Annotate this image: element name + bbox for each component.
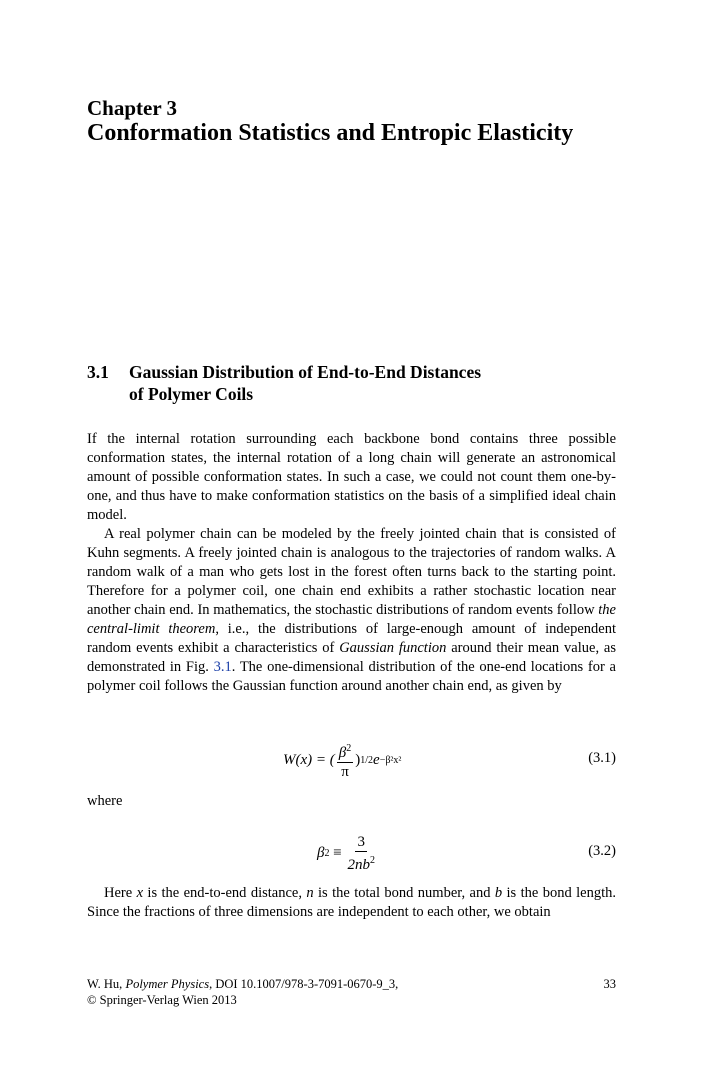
section-number: 3.1 — [87, 362, 109, 382]
equivalence-symbol: ≡ — [329, 844, 346, 861]
paragraph-3-text: Here — [104, 885, 137, 901]
citation-line — [87, 976, 616, 992]
paragraph-3-text: is the end-to-end distance, — [143, 885, 307, 901]
variable-b: b — [494, 885, 503, 901]
author: W. Hu, — [87, 977, 126, 991]
paragraph-2-text: , i.e., the distributions of large-enough amount of independent random events exhibit a characteristics of — [87, 621, 616, 656]
doi: , DOI 10.1007/978-3-7091-0670-9_3, — [209, 977, 399, 991]
fraction-numerator — [337, 740, 353, 763]
paragraph-3-text: is the bond length. Since the fractions of three dimensions are independent to each other, we obtain — [87, 885, 616, 920]
paragraph-2-text: around their mean value, as demonstrated in Fig. — [87, 640, 617, 675]
variable-x: x — [136, 885, 144, 901]
equation-3-2 — [87, 828, 616, 878]
equation-number: (3.1) — [588, 750, 616, 766]
equation-3-1 — [87, 735, 616, 785]
fraction-denominator — [347, 852, 375, 874]
central-limit-theorem-term: the central-limit theorem — [87, 602, 616, 637]
paragraph-1: If the internal rotation surrounding each backbone bond contains three possible conformation states, the internal rotation of a long chain will generate an astronomical amount of possible conformation states. In such a case, we could not count them one-by-one, and thus have to make conformation statistics on the basis of a simplified ideal chain model. — [87, 431, 616, 523]
where-label: where — [87, 793, 123, 809]
fraction — [347, 833, 375, 874]
section-title-line1: Gaussian Distribution of End-to-End Distances — [129, 362, 482, 382]
section-title-line2: of Polymer Coils — [129, 384, 254, 404]
fraction — [337, 740, 353, 781]
exponent: 2 — [346, 742, 352, 754]
paragraph-3-text: is the total bond number, and — [313, 885, 495, 901]
exponent: −β²x² — [379, 754, 402, 766]
closing-paren: ) — [355, 751, 361, 768]
equation-number: (3.2) — [588, 843, 616, 859]
fraction-denominator: π — [341, 763, 349, 780]
beta-symbol: β — [338, 744, 347, 761]
exponential-e: e — [373, 751, 380, 768]
paragraph-2-text: A real polymer chain can be modeled by the freely jointed chain that is consisted of Kuhn segments. A freely jointed chain is analogous to the trajectories of random walks. A random walk of a man who gets lost in the forest often turns back to the starting point. Therefore for a polymer coil, one chain end exhibits a rather stochastic location near another chain end. In mathematics, the stochastic distributions of random events follow — [87, 526, 616, 618]
equation-lhs: W(x) = ( — [283, 751, 335, 768]
figure-reference-link[interactable]: 3.1 — [213, 659, 232, 675]
variable-n: n — [306, 885, 314, 901]
denominator-text: 2nb — [347, 856, 370, 873]
equation-3-2-body — [317, 828, 377, 878]
chapter-title: Conformation Statistics and Entropic Elasticity — [87, 120, 574, 146]
paragraph-3 — [87, 884, 616, 922]
chapter-label: Chapter 3 — [87, 96, 178, 120]
exponent: 2 — [369, 854, 375, 866]
copyright: © Springer-Verlag Wien 2013 — [87, 993, 237, 1007]
exponent: 2 — [324, 847, 330, 859]
footer — [87, 976, 616, 1008]
fraction-numerator: 3 — [357, 833, 365, 850]
section-heading — [87, 361, 481, 405]
exponent: 1/2 — [360, 754, 374, 766]
equation-3-1-body — [283, 735, 401, 785]
gaussian-function-term: Gaussian function — [339, 640, 447, 656]
paragraph-2-text: . The one-dimensional distribution of the one-end locations for a polymer coil follows the Gaussian function around another chain end, as given by — [87, 659, 616, 694]
page-number: 33 — [603, 977, 616, 991]
beta-symbol: β — [317, 844, 325, 861]
book-title: Polymer Physics — [125, 977, 210, 991]
paragraph-2 — [87, 525, 616, 696]
